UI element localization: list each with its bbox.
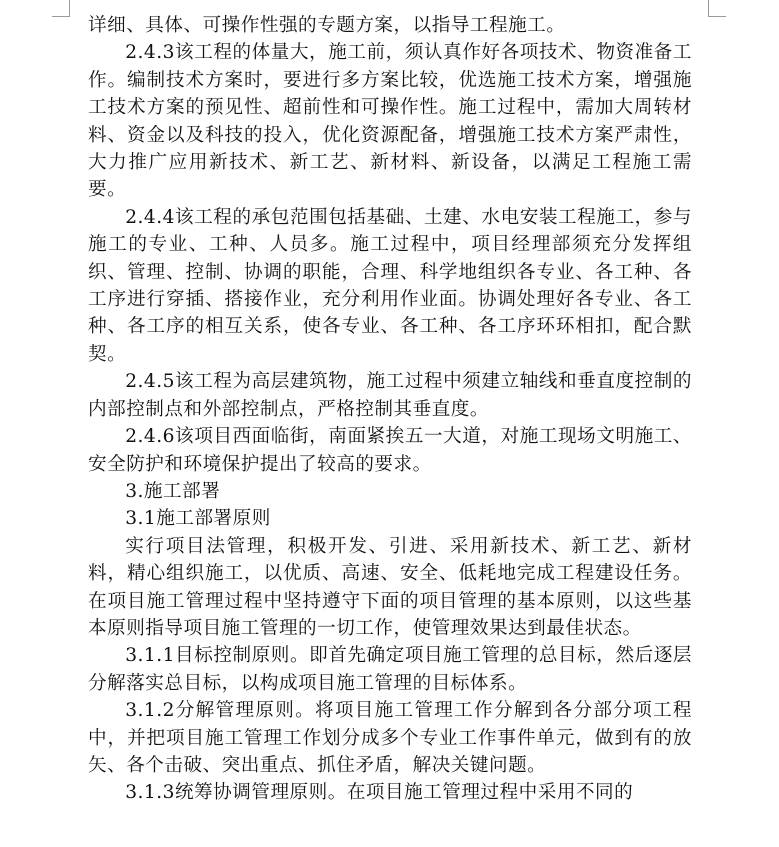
paragraph-2-4-6: 2.4.6该项目西面临街，南面紧挨五一大道，对施工现场文明施工、安全防护和环境保护提出了较高的要求。 — [88, 426, 692, 475]
paragraph-2-4-4: 2.4.4该工程的承包范围包括基础、土建、水电安装工程施工，参与施工的专业、工种、人员多。施工过程中，项目经理部须充分发挥组织、管理、控制、协调的职能，合理、科学地组织各专业、各工种、各工序进行穿插、搭接作业，充分利用作业面。协调处理好各专业、各工种、各工序的相互关系，使各专业、各工种、各工序环环相扣，配合默契。 — [88, 206, 692, 365]
paragraph-project-management: 实行项目法管理，积极开发、引进、采用新技术、新工艺、新材料，精心组织施工，以优质、高速、安全、低耗地完成工程建设任务。在项目施工管理过程中坚持遵守下面的项目管理的基本原则，以这些基本原则指导项目施工管理的一切工作，使管理效果达到最佳状态。 — [88, 535, 692, 639]
paragraph-2-4-3: 2.4.3该工程的体量大，施工前，须认真作好各项技术、物资准备工作。编制技术方案时，要进行多方案比较，优选施工技术方案，增强施工技术方案的预见性、超前性和可操作性。施工过程中，需加大周转材料、资金以及科技的投入，优化资源配备，增强施工技术方案严肃性，大力推广应用新技术、新工艺、新材料、新设备，以满足工程施工需要。 — [88, 42, 692, 201]
paragraph-3-1-3: 3.1.3统筹协调管理原则。在项目施工管理过程中采用不同的 — [125, 782, 634, 804]
crop-mark-top-right-horizontal — [708, 16, 726, 17]
heading-3-1-deployment-principles: 3.1施工部署原则 — [125, 508, 271, 530]
crop-mark-top-right-vertical — [708, 0, 709, 16]
crop-mark-top-left-vertical — [69, 0, 70, 16]
paragraph-3-1-1: 3.1.1目标控制原则。即首先确定项目施工管理的总目标，然后逐层分解落实总目标，以构成项目施工管理的目标体系。 — [88, 645, 692, 694]
paragraph-continuation: 详细、具体、可操作性强的专题方案，以指导工程施工。 — [88, 15, 566, 36]
paragraph-3-1-2: 3.1.2分解管理原则。将项目施工管理工作分解到各分部分项工程中，并把项目施工管理工作划分成多个专业工作事件单元，做到有的放矢、各个击破、突出重点、抓住矛盾，解决关键问题。 — [88, 700, 692, 776]
crop-mark-top-left-horizontal — [52, 16, 70, 17]
heading-3-construction-deployment: 3.施工部署 — [125, 480, 221, 502]
document-body — [88, 12, 692, 807]
paragraph-2-4-5: 2.4.5该工程为高层建筑物，施工过程中须建立轴线和垂直度控制的内部控制点和外部控制点，严格控制其垂直度。 — [88, 371, 692, 420]
